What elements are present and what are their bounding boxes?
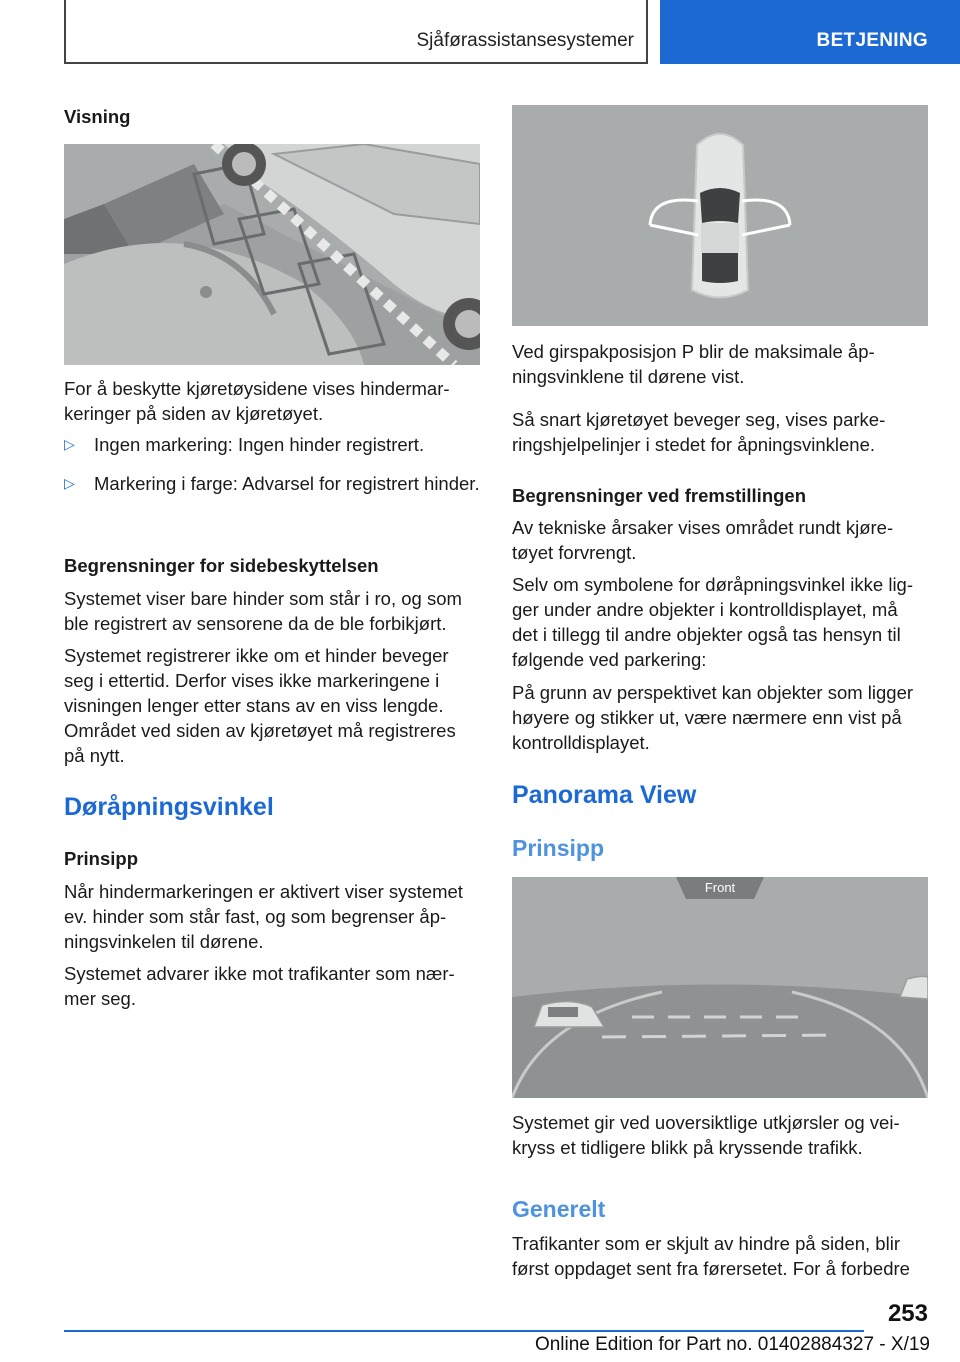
list-item <box>64 471 480 496</box>
triangle-bullet-icon: ▷ <box>64 436 75 452</box>
triangle-bullet-icon: ▷ <box>64 475 75 491</box>
list-item-text: Markering i farge: Advarsel for registrert hinder. <box>94 473 480 494</box>
visning-heading: Visning <box>64 106 131 127</box>
paragraph: På grunn av perspektivet kan objekter som ligger høyere og stikker ut, være nærmere enn vist på kontrolldisplayet. <box>512 682 914 753</box>
paragraph: Systemet advarer ikke mot trafikanter som nærmer seg. <box>64 963 455 1009</box>
chapter-tab <box>660 0 960 64</box>
door-angle-illustration <box>512 105 928 326</box>
paragraph: Når hindermarkeringen er aktivert viser systemet ev. hinder som står fast, og som begrenser åpningsvinkelen til dørene. <box>64 881 463 952</box>
panorama-view-heading: Panorama View <box>512 781 697 809</box>
display-limit-heading: Begrensninger ved fremstillingen <box>512 485 807 506</box>
panorama-view-illustration <box>512 877 928 1098</box>
page-header <box>0 0 960 68</box>
paragraph: Systemet gir ved uoversiktlige utkjørsler og veikryss et tidligere blikk på kryssende trafikk. <box>512 1112 900 1158</box>
bullet-list <box>64 432 480 510</box>
general-heading: Generelt <box>512 1196 606 1222</box>
section-title-box <box>64 0 648 64</box>
principle-subheading: Prinsipp <box>512 835 605 861</box>
side-protection-limit-heading: Begrensninger for sidebeskyttelsen <box>64 555 379 576</box>
footer-edition: Online Edition for Part no. 01402884327 - X/19 <box>534 1334 930 1355</box>
paragraph: Så snart kjøretøyet beveger seg, vises parkeringshjelpelinjer i stedet for åpningsvinklene. <box>512 409 886 455</box>
front-label: Front <box>704 880 736 895</box>
chapter-title: BETJENING <box>816 30 928 51</box>
paragraph: Av tekniske årsaker vises området rundt kjøretøyet forvrengt. <box>512 517 894 563</box>
side-protection-illustration <box>64 144 480 365</box>
section-title: Sjåførassistansesystemer <box>416 30 634 51</box>
paragraph: Trafikanter som er skjult av hindre på siden, blir først oppdaget sent fra førersetet. For å forbedre <box>512 1233 910 1279</box>
footer-divider <box>64 1330 864 1332</box>
paragraph: Selv om symbolene for døråpningsvinkel ikke ligger under andre objekter i kontrolldisplayet, må det i tillegg til andre objekter også tas hensyn til følgende ved parkering: <box>512 574 914 670</box>
paragraph: Systemet registrerer ikke om et hinder beveger seg i ettertid. Derfor vises ikke markeringene i visningen lenger etter stans av en viss lengde. Området ved siden av kjøretøyet må registreres på nytt. <box>64 645 456 766</box>
list-item <box>64 432 480 457</box>
list-item-text: Ingen markering: Ingen hinder registrert. <box>94 434 425 455</box>
door-angle-heading: Døråpningsvinkel <box>64 793 274 821</box>
principle-heading: Prinsipp <box>64 848 139 869</box>
page-number: 253 <box>887 1300 928 1327</box>
paragraph: Ved girspakposisjon P blir de maksimale åpningsvinklene til dørene vist. <box>512 341 875 387</box>
paragraph: Systemet viser bare hinder som står i ro, og som ble registrert av sensorene da de ble forbikjørt. <box>64 588 462 634</box>
paragraph: For å beskytte kjøretøysidene vises hindermarkeringer på siden av kjøretøyet. <box>64 378 450 424</box>
